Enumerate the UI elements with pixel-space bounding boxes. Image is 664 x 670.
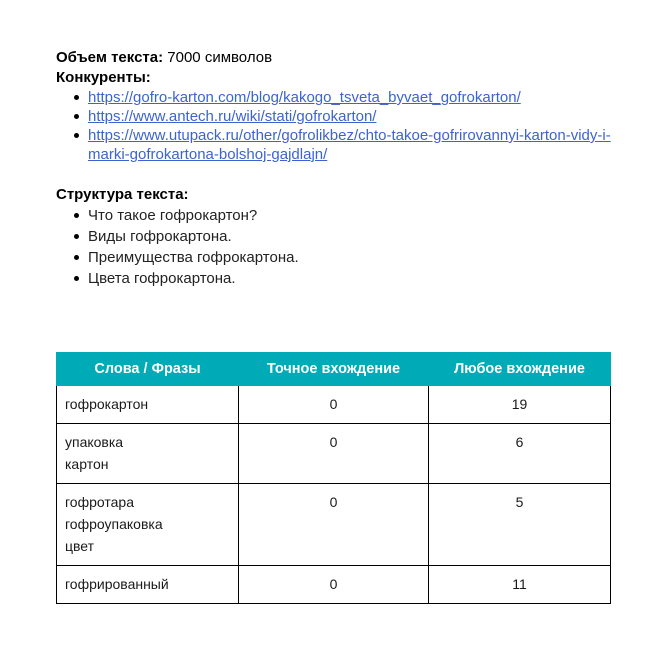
structure-label: Структура текста: (56, 186, 189, 203)
list-item (56, 268, 612, 289)
cell-any-count: 6 (429, 424, 611, 484)
cell-any-count: 19 (429, 386, 611, 424)
cell-phrases (57, 386, 239, 424)
structure-item-label: Преимущества гофрокартона. (88, 249, 299, 266)
structure-item-label: Цвета гофрокартона. (88, 270, 236, 287)
keyword-table (56, 352, 611, 604)
table-row (57, 386, 611, 424)
cell-exact-count: 0 (239, 386, 429, 424)
list-item (56, 88, 612, 107)
cell-any-count: 5 (429, 484, 611, 566)
phrase-line: гофрокартон (65, 396, 149, 412)
competitor-link-3[interactable]: https://www.utupack.ru/other/gofrolikbez/chto-takoe-gofrirovannyi-karton-vidy-i-marki-gofrokartona-bolshoj-gajdlajn/ (88, 127, 611, 163)
list-item (56, 126, 612, 164)
phrase-line: гофротара (65, 494, 134, 510)
structure-item-label: Что такое гофрокартон? (88, 207, 258, 224)
keyword-table-head (57, 353, 611, 386)
list-item (56, 247, 612, 268)
cell-exact-count: 0 (239, 484, 429, 566)
phrase-line: гофрированный (65, 576, 169, 592)
list-item (56, 107, 612, 126)
structure-list (56, 205, 612, 289)
list-item (56, 205, 612, 226)
table-row (57, 484, 611, 566)
cell-phrases (57, 484, 239, 566)
keyword-table-wrapper (56, 352, 610, 604)
cell-exact-count: 0 (239, 566, 429, 604)
structure-item-label: Виды гофрокартона. (88, 228, 232, 245)
keyword-table-body (57, 386, 611, 604)
column-header-exact: Точное вхождение (239, 353, 429, 386)
text-volume-label: Объем текста: (56, 49, 164, 66)
competitor-link-1[interactable]: https://gofro-karton.com/blog/kakogo_tsveta_byvaet_gofrokarton/ (88, 89, 521, 106)
brief-section (56, 48, 612, 289)
cell-phrases (57, 424, 239, 484)
text-volume-value: 7000 символов (163, 49, 273, 66)
phrase-line: упаковка (65, 434, 124, 450)
competitors-label: Конкуренты: (56, 69, 151, 86)
column-header-any: Любое вхождение (429, 353, 611, 386)
spacer (56, 164, 612, 185)
table-header-row (57, 353, 611, 386)
column-header-phrases: Слова / Фразы (57, 353, 239, 386)
table-row (57, 566, 611, 604)
phrase-line: цвет (65, 538, 95, 554)
table-row (57, 424, 611, 484)
phrase-line: картон (65, 456, 109, 472)
text-volume-line (56, 48, 612, 68)
cell-phrases (57, 566, 239, 604)
competitor-link-2[interactable]: https://www.antech.ru/wiki/stati/gofrokarton/ (88, 108, 377, 125)
phrase-line: гофроупаковка (65, 516, 163, 532)
cell-any-count: 11 (429, 566, 611, 604)
competitor-links-list (56, 88, 612, 164)
list-item (56, 226, 612, 247)
cell-exact-count: 0 (239, 424, 429, 484)
